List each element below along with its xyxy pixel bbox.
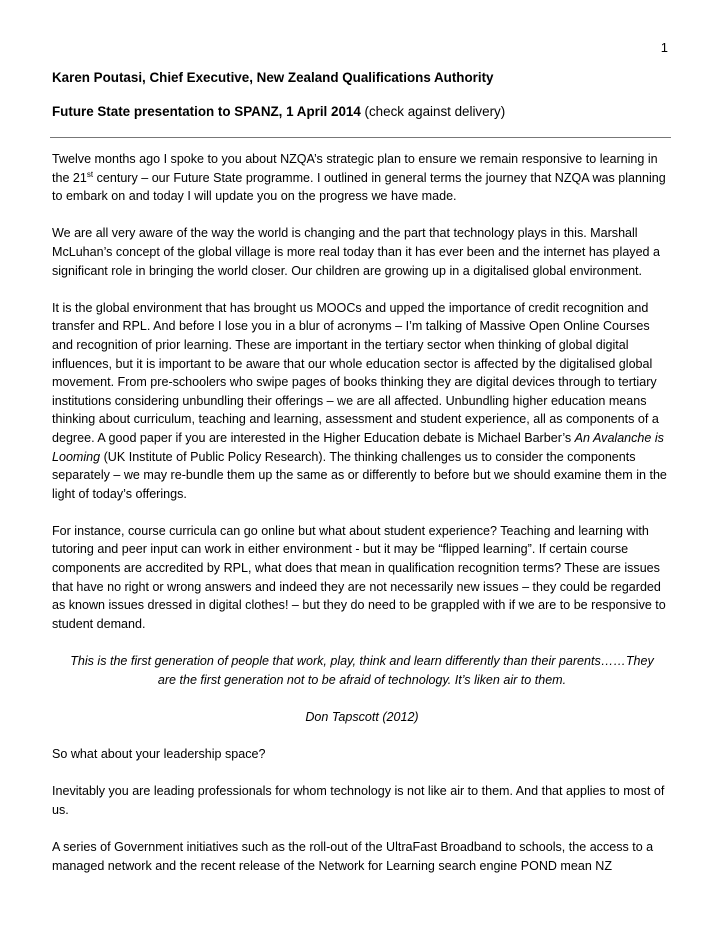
paragraph-3-text-a: It is the global environment that has brought us MOOCs and upped the importance of credit recognition and transfer and RPL. And before I lose you in a blur of acronyms – I’m talking of Massive Open Online Courses and recognition of prior learning. These are important in the tertiary sector when thinking of global digital influences, but it is important to be aware that our whole education sector is affected by the digitalised global movement. From pre-schoolers who swipe pages of books thinking they are digital devices through to tertiary institutions considering unbundling their offerings – we are all affected. Unbundling higher education means thinking about curriculum, teaching and learning, assessment and student experience, all as components of a degree. A good paper if you are interested in the Higher Education debate is Michael Barber’s bbox=[52, 300, 659, 445]
paragraph-3 bbox=[52, 299, 672, 504]
header-divider bbox=[50, 137, 671, 138]
ordinal-suffix: st bbox=[86, 169, 94, 179]
quote: This is the first generation of people that work, play, think and learn differently than their parents……They are the first generation not to be afraid of technology. It’s liken air to them. bbox=[70, 654, 654, 687]
paragraph-1 bbox=[52, 150, 672, 206]
paragraph-4: For instance, course curricula can go online but what about student experience? Teaching and learning with tutoring and peer input can work in either environment - but it may be “flipped learning”. If certain course components are accredited by RPL, what does that mean in qualification recognition terms? These are issues that have no right or wrong answers and indeed they are not necessarily new issues – they could be regarded as known issues dressed in digital clothes! – but they do need to be grappled with if we are to be responsive to student demand. bbox=[52, 523, 666, 631]
document-title bbox=[52, 104, 505, 119]
page-number: 1 bbox=[660, 40, 668, 55]
title-bold: Future State presentation to SPANZ, 1 April 2014 bbox=[52, 104, 361, 119]
book-title: An Avalanche is Looming bbox=[52, 430, 664, 464]
paragraph-1-text-a: Twelve months ago I spoke to you about NZQA’s strategic plan to ensure we remain responsive to learning in the 21 bbox=[52, 152, 658, 185]
paragraph-7: A series of Government initiatives such as the roll-out of the UltraFast Broadband to schools, the access to a managed network and the recent release of the Network for Learning search engine POND mean NZ bbox=[52, 839, 654, 873]
title-note: (check against delivery) bbox=[364, 104, 506, 119]
paragraph-3-text-b: (UK Institute of Public Policy Research). The thinking challenges us to consider the components separately – we may re-bundle them up the same as or differently to before but we should examine them in the light of today’s offerings. bbox=[52, 449, 667, 501]
paragraph-5: So what about your leadership space? bbox=[52, 747, 266, 761]
author-line: Karen Poutasi, Chief Executive, New Zealand Qualifications Authority bbox=[52, 70, 494, 85]
paragraph-6: Inevitably you are leading professionals for whom technology is not like air to them. And that applies to most of us. bbox=[52, 784, 665, 817]
document-body bbox=[52, 150, 672, 894]
quote-attribution: Don Tapscott (2012) bbox=[305, 709, 419, 724]
paragraph-2: We are all very aware of the way the world is changing and the part that technology plays in this. Marshall McLuhan’s concept of the global village is more real today than it has ever been and the internet has played a significant role in bringing the world closer. Our children are growing up in a digitalised global environment. bbox=[52, 226, 660, 278]
paragraph-1-text-b: century – our Future State programme. I outlined in general terms the journey that NZQA was planning to embark on and today I will update you on the progress we have made. bbox=[52, 170, 666, 204]
